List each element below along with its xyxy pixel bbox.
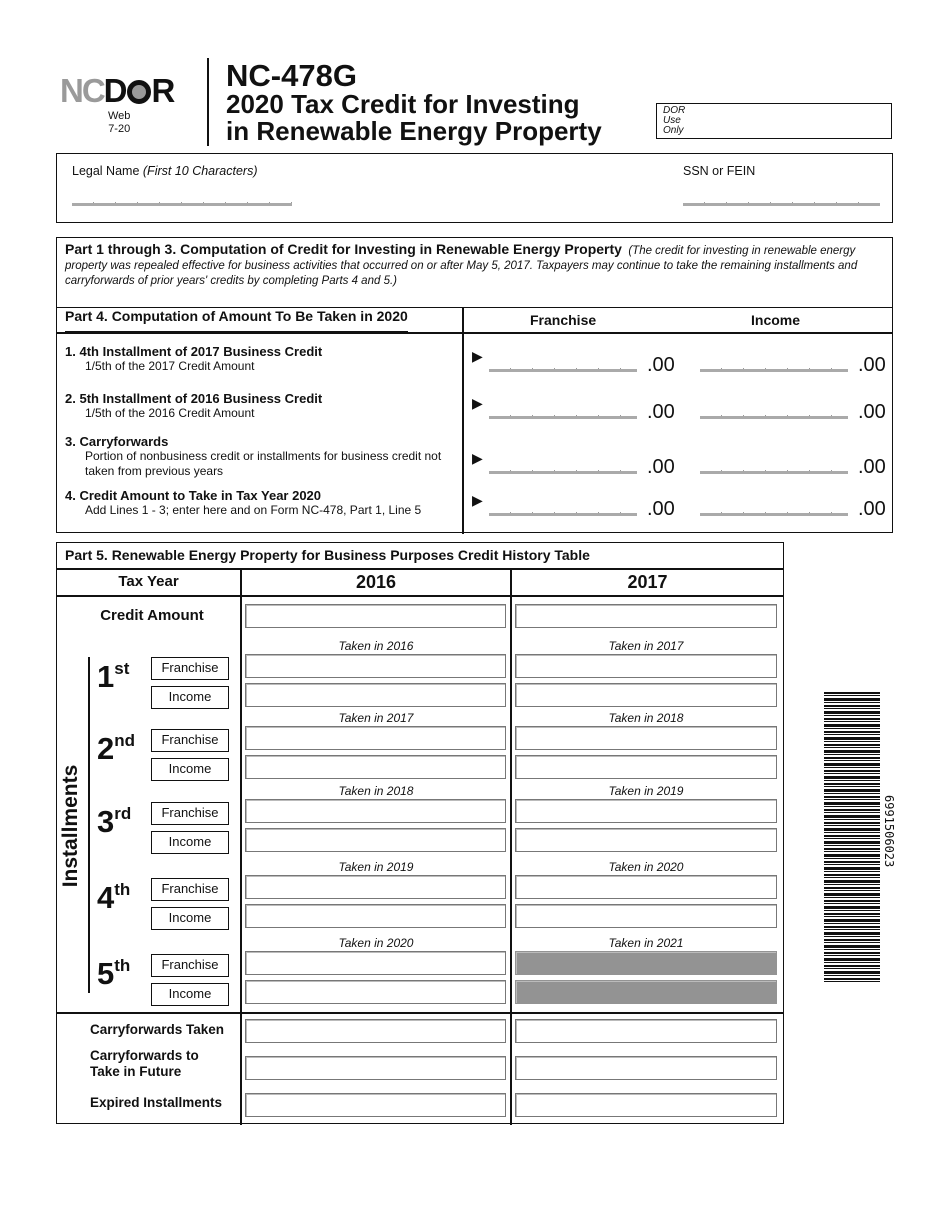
ordinal-suffix: st bbox=[114, 659, 130, 678]
form-title bbox=[226, 60, 602, 145]
title-line1: 2020 Tax Credit for Investing bbox=[226, 89, 580, 119]
installment-3-franchise-2017-input[interactable] bbox=[515, 799, 777, 823]
installment-5-income-2017-input bbox=[515, 980, 777, 1004]
installment-2-income-2016-input[interactable] bbox=[245, 755, 506, 779]
taken-label: Taken in 2020 bbox=[608, 860, 684, 874]
credit-amount-2016-input[interactable] bbox=[245, 604, 506, 628]
ncdor-logo bbox=[60, 72, 173, 110]
web-version bbox=[108, 110, 130, 136]
taken-label: Taken in 2016 bbox=[338, 639, 414, 653]
franchise-label: Franchise bbox=[151, 878, 229, 901]
income-label: Income bbox=[151, 758, 229, 781]
ordinal-suffix: th bbox=[114, 956, 131, 975]
franchise-header: Franchise bbox=[530, 312, 597, 328]
installments-bracket bbox=[88, 657, 90, 993]
rule bbox=[57, 568, 783, 570]
ordinal-number: 2 bbox=[97, 731, 115, 766]
expired-2017-input[interactable] bbox=[515, 1093, 777, 1117]
installment-ordinal bbox=[97, 804, 131, 840]
line-title: 5th Installment of 2016 Business Credit bbox=[79, 391, 323, 406]
taken-label: Taken in 2019 bbox=[338, 860, 414, 874]
income-input-line-4[interactable] bbox=[700, 512, 848, 516]
form-number: NC-478G bbox=[226, 58, 357, 93]
legal-name-note: (First 10 Characters) bbox=[142, 164, 258, 178]
identification-box bbox=[56, 153, 893, 223]
installment-4-franchise-2016-input[interactable] bbox=[245, 875, 506, 899]
logo-nc: NC bbox=[60, 72, 104, 109]
part4-divider bbox=[462, 308, 464, 534]
dor-use-only-box bbox=[656, 103, 892, 139]
part4-header-rule bbox=[57, 332, 892, 334]
installment-ordinal bbox=[97, 880, 130, 916]
installment-ordinal bbox=[97, 956, 130, 992]
carryforwards-future-label: Carryforwards to Take in Future bbox=[90, 1048, 199, 1079]
installment-1-income-2016-input[interactable] bbox=[245, 683, 506, 707]
income-label: Income bbox=[151, 983, 229, 1006]
only-text: Only bbox=[663, 125, 684, 136]
income-header: Income bbox=[751, 312, 801, 328]
ordinal-suffix: rd bbox=[114, 804, 132, 823]
header-divider bbox=[207, 58, 209, 146]
line-number: 3. bbox=[65, 434, 76, 449]
cents: .00 bbox=[858, 401, 886, 423]
barcode-number: 6991506023 bbox=[882, 795, 896, 868]
installment-2-franchise-2017-input[interactable] bbox=[515, 726, 777, 750]
taken-label: Taken in 2017 bbox=[608, 639, 684, 653]
ordinal-number: 5 bbox=[97, 956, 115, 991]
part4-section bbox=[56, 237, 893, 533]
franchise-label: Franchise bbox=[151, 802, 229, 825]
franchise-label: Franchise bbox=[151, 954, 229, 977]
installment-4-income-2016-input[interactable] bbox=[245, 904, 506, 928]
line-title: 4th Installment of 2017 Business Credit bbox=[79, 344, 323, 359]
franchise-label: Franchise bbox=[151, 729, 229, 752]
title-line2: in Renewable Energy Property bbox=[226, 116, 602, 146]
arrow-icon: ▶ bbox=[472, 450, 483, 466]
cents: .00 bbox=[858, 354, 886, 376]
part4-line-3 bbox=[65, 434, 445, 479]
version-label: 7-20 bbox=[108, 123, 131, 135]
income-input-line-2[interactable] bbox=[700, 415, 848, 419]
franchise-label: Franchise bbox=[151, 657, 229, 680]
installment-3-income-2016-input[interactable] bbox=[245, 828, 506, 852]
installment-3-income-2017-input[interactable] bbox=[515, 828, 777, 852]
credit-amount-label: Credit Amount bbox=[100, 607, 204, 624]
income-input-line-1[interactable] bbox=[700, 368, 848, 372]
installment-1-income-2017-input[interactable] bbox=[515, 683, 777, 707]
line-number: 2. bbox=[65, 391, 76, 406]
ssn-input[interactable] bbox=[683, 202, 880, 206]
ordinal-suffix: nd bbox=[114, 731, 136, 750]
expired-2016-input[interactable] bbox=[245, 1093, 506, 1117]
income-label: Income bbox=[151, 831, 229, 854]
legal-name-text: Legal Name bbox=[72, 164, 140, 178]
line-description: 1/5th of the 2017 Credit Amount bbox=[85, 359, 255, 373]
legal-name-label bbox=[72, 164, 258, 178]
taken-label: Taken in 2017 bbox=[338, 711, 414, 725]
dor-text: DOR bbox=[663, 105, 686, 116]
part4-title: Part 4. Computation of Amount To Be Taken in 2020 bbox=[65, 308, 408, 333]
part13-note: (The credit for investing in renewable energy property was repealed effective for business activities that occurred on or after May 5, 2017. Taxpayers may continue to take the remaining installments and carryforwards of prior years' credits by completing Parts 4 and 5.) bbox=[65, 245, 858, 287]
carryforwards-taken-2016-input[interactable] bbox=[245, 1019, 506, 1043]
line-description: 1/5th of the 2016 Credit Amount bbox=[85, 406, 255, 420]
installment-ordinal bbox=[97, 659, 129, 695]
franchise-input-line-4[interactable] bbox=[489, 512, 637, 516]
ordinal-number: 4 bbox=[97, 880, 115, 915]
franchise-input-line-3[interactable] bbox=[489, 470, 637, 474]
cents: .00 bbox=[647, 354, 675, 376]
installment-5-franchise-2017-input bbox=[515, 951, 777, 975]
line-number: 4. bbox=[65, 488, 76, 503]
part13-title: Part 1 through 3. Computation of Credit for Investing in Renewable Energy Property bbox=[65, 241, 622, 257]
installment-5-income-2016-input[interactable] bbox=[245, 980, 506, 1004]
line-title: Carryforwards bbox=[79, 434, 169, 449]
franchise-input-line-1[interactable] bbox=[489, 368, 637, 372]
part4-line-2 bbox=[65, 391, 445, 421]
ordinal-suffix: th bbox=[114, 880, 131, 899]
taken-label: Taken in 2019 bbox=[608, 784, 684, 798]
taken-label: Taken in 2021 bbox=[608, 936, 684, 950]
line-description: Add Lines 1 - 3; enter here and on Form NC-478, Part 1, Line 5 bbox=[85, 503, 422, 517]
arrow-icon: ▶ bbox=[472, 348, 483, 364]
carryforwards-future-2016-input[interactable] bbox=[245, 1056, 506, 1080]
rule bbox=[57, 1012, 783, 1014]
carryforwards-future-2017-input[interactable] bbox=[515, 1056, 777, 1080]
part5-section bbox=[56, 542, 784, 1124]
carryforwards-taken-label: Carryforwards Taken bbox=[90, 1022, 225, 1037]
cents: .00 bbox=[647, 456, 675, 478]
installment-4-income-2017-input[interactable] bbox=[515, 904, 777, 928]
rule bbox=[57, 595, 783, 597]
installments-label: Installments bbox=[59, 764, 82, 888]
part4-line-4 bbox=[65, 488, 445, 518]
part5-title: Part 5. Renewable Energy Property for Business Purposes Credit History Table bbox=[65, 547, 590, 563]
part4-line-1 bbox=[65, 344, 445, 374]
barcode bbox=[824, 692, 880, 984]
income-label: Income bbox=[151, 907, 229, 930]
logo-d: D bbox=[103, 72, 126, 109]
line-description: Portion of nonbusiness credit or installments for business credit not taken from previous years bbox=[85, 449, 442, 478]
installment-2-franchise-2016-input[interactable] bbox=[245, 726, 506, 750]
installment-1-franchise-2017-input[interactable] bbox=[515, 654, 777, 678]
logo-o-icon bbox=[127, 80, 151, 104]
year-2016: 2016 bbox=[355, 572, 397, 592]
income-input-line-3[interactable] bbox=[700, 470, 848, 474]
ordinal-number: 1 bbox=[97, 659, 115, 694]
franchise-input-line-2[interactable] bbox=[489, 415, 637, 419]
cents: .00 bbox=[858, 456, 886, 478]
installment-2-income-2017-input[interactable] bbox=[515, 755, 777, 779]
taken-label: Taken in 2018 bbox=[338, 784, 414, 798]
part13-header bbox=[57, 238, 892, 308]
carryforwards-taken-2017-input[interactable] bbox=[515, 1019, 777, 1043]
legal-name-input[interactable] bbox=[72, 202, 292, 206]
installment-5-franchise-2016-input[interactable] bbox=[245, 951, 506, 975]
installment-3-franchise-2016-input[interactable] bbox=[245, 799, 506, 823]
arrow-icon: ▶ bbox=[472, 395, 483, 411]
income-label: Income bbox=[151, 686, 229, 709]
web-label: Web bbox=[108, 110, 131, 122]
use-text: Use bbox=[663, 115, 681, 126]
expired-installments-label: Expired Installments bbox=[90, 1095, 223, 1110]
year-2017: 2017 bbox=[627, 572, 668, 592]
credit-amount-2017-input[interactable] bbox=[515, 604, 777, 628]
line-number: 1. bbox=[65, 344, 76, 359]
logo-r: R bbox=[151, 72, 174, 109]
cents: .00 bbox=[647, 498, 675, 520]
cents: .00 bbox=[858, 498, 886, 520]
installment-ordinal bbox=[97, 731, 135, 767]
line-title: Credit Amount to Take in Tax Year 2020 bbox=[79, 488, 322, 503]
cents: .00 bbox=[647, 401, 675, 423]
installment-1-franchise-2016-input[interactable] bbox=[245, 654, 506, 678]
tax-year-label: Tax Year bbox=[118, 573, 179, 590]
ordinal-number: 3 bbox=[97, 804, 115, 839]
taken-label: Taken in 2020 bbox=[338, 936, 414, 950]
installment-4-franchise-2017-input[interactable] bbox=[515, 875, 777, 899]
ssn-label: SSN or FEIN bbox=[683, 164, 756, 178]
taken-label: Taken in 2018 bbox=[608, 711, 684, 725]
arrow-icon: ▶ bbox=[472, 492, 483, 508]
